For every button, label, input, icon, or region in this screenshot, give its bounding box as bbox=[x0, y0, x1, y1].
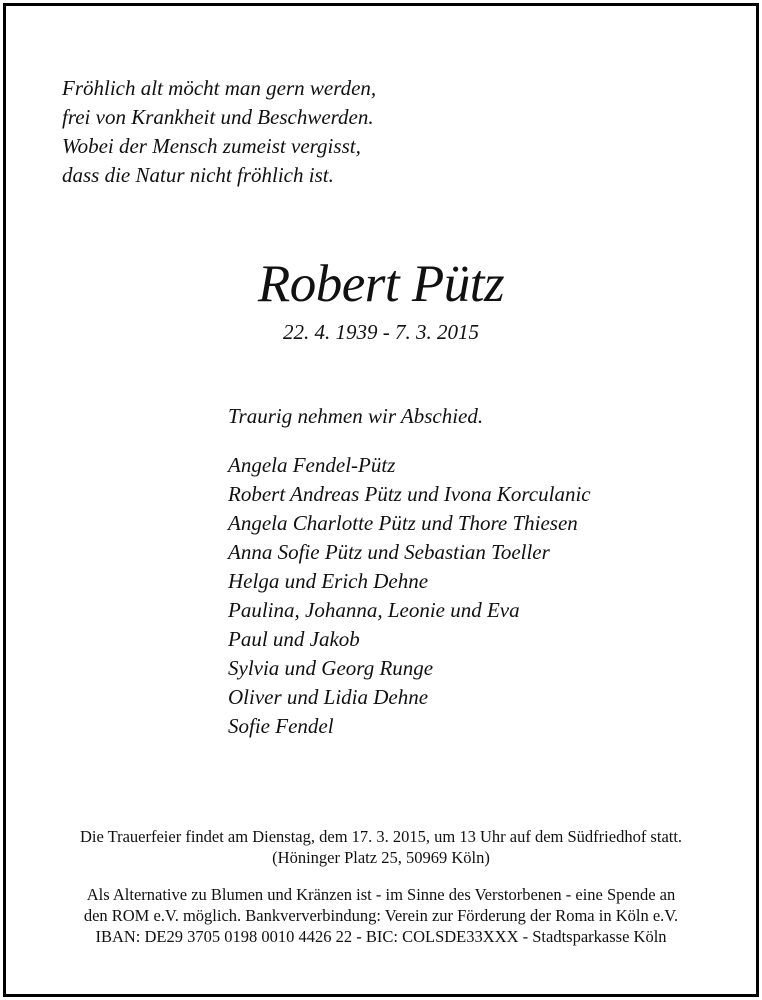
mourner-name: Paulina, Johanna, Leonie und Eva bbox=[228, 598, 520, 622]
mourner-name: Angela Fendel-Pütz bbox=[228, 453, 396, 477]
mourners-list bbox=[228, 451, 591, 741]
mourner-name: Robert Andreas Pütz und Ivona Korculanic bbox=[228, 482, 591, 506]
funeral-service-notice bbox=[0, 826, 762, 868]
bank-details: IBAN: DE29 3705 0198 0010 4426 22 - BIC: COLSDE33XXX - Stadtsparkasse Köln bbox=[95, 927, 667, 946]
mourner-name: Helga und Erich Dehne bbox=[228, 569, 429, 593]
mourner-name: Sofie Fendel bbox=[228, 714, 334, 738]
donation-line: Als Alternative zu Blumen und Kränzen ist - im Sinne des Verstorbenen - eine Spende an bbox=[86, 885, 676, 904]
mourner-name: Oliver und Lidia Dehne bbox=[228, 685, 429, 709]
mourner-name: Anna Sofie Pütz und Sebastian Toeller bbox=[228, 540, 550, 564]
poem-line: frei von Krankheit und Beschwerden. bbox=[62, 105, 374, 129]
donation-notice bbox=[0, 884, 762, 947]
poem bbox=[62, 74, 376, 190]
life-dates: 22. 4. 1939 - 7. 3. 2015 bbox=[283, 320, 479, 344]
mourner-name: Paul und Jakob bbox=[228, 627, 360, 651]
mourner-name: Sylvia und Georg Runge bbox=[228, 656, 434, 680]
service-address: (Höninger Platz 25, 50969 Köln) bbox=[272, 848, 490, 867]
service-details: Die Trauerfeier findet am Dienstag, dem 17. 3. 2015, um 13 Uhr auf dem Südfriedhof statt. bbox=[79, 827, 683, 846]
farewell-text: Traurig nehmen wir Abschied. bbox=[228, 404, 484, 428]
poem-line: dass die Natur nicht fröhlich ist. bbox=[62, 163, 334, 187]
poem-line: Fröhlich alt möcht man gern werden, bbox=[62, 76, 377, 100]
donation-line: den ROM e.V. möglich. Bankververbindung: Verein zur Förderung der Roma in Köln e.V. bbox=[83, 906, 679, 925]
poem-line: Wobei der Mensch zumeist vergisst, bbox=[62, 134, 361, 158]
deceased-name: Robert Pütz bbox=[257, 255, 505, 313]
mourner-name: Angela Charlotte Pütz und Thore Thiesen bbox=[228, 511, 578, 535]
